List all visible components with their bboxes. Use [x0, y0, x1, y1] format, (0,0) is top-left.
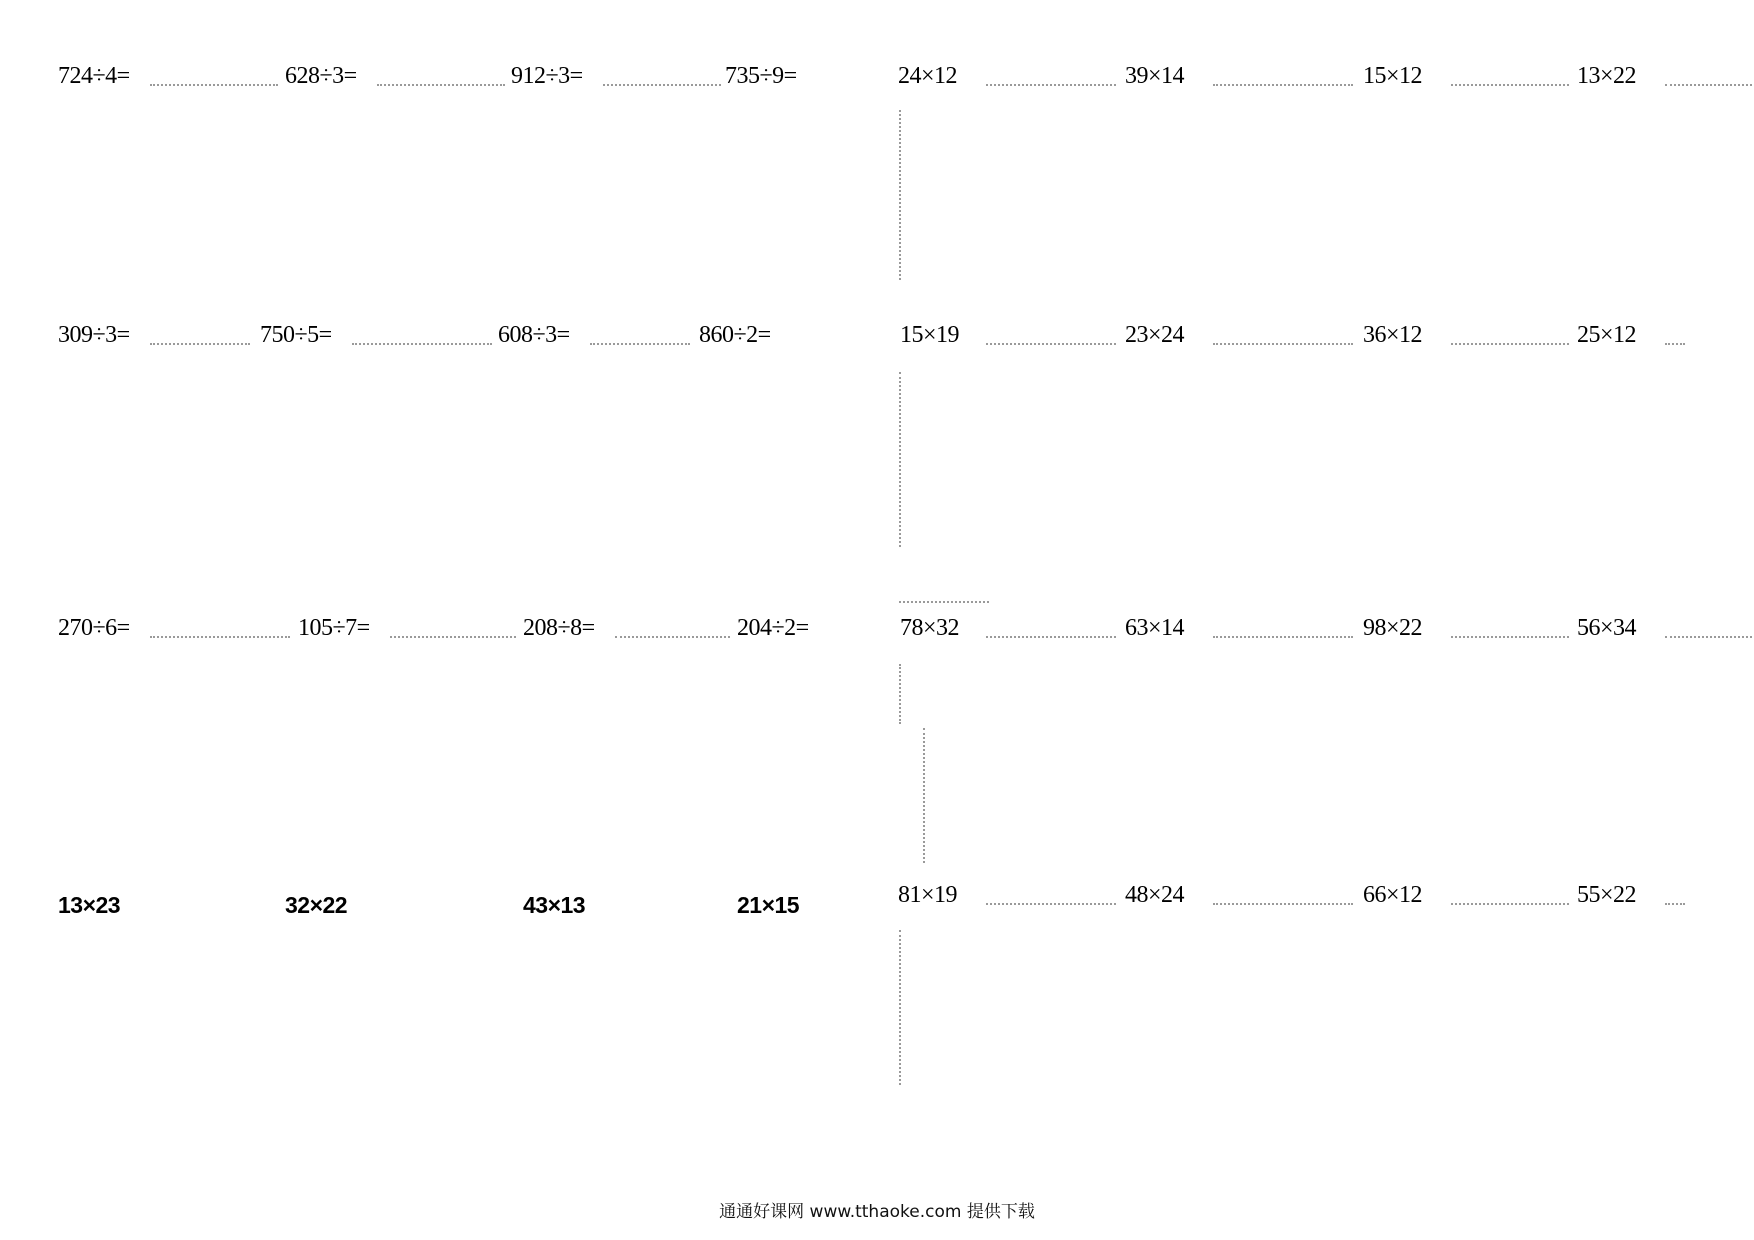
multiplication-problem: 43×13	[523, 892, 586, 918]
answer-dotted-line	[1213, 903, 1353, 905]
vertical-dotted-line	[899, 930, 901, 1085]
answer-dotted-line	[377, 84, 505, 86]
multiplication-problem: 81×19	[898, 882, 958, 908]
vertical-dotted-line	[899, 664, 901, 724]
division-problem: 628÷3=	[285, 63, 357, 89]
multiplication-problem: 15×19	[900, 322, 960, 348]
multiplication-problem: 39×14	[1125, 63, 1185, 89]
multiplication-problem: 56×34	[1577, 615, 1637, 641]
answer-dotted-line	[150, 343, 250, 345]
vertical-dotted-line	[923, 728, 925, 863]
division-problem: 208÷8=	[523, 615, 595, 641]
answer-dotted-line	[1665, 903, 1685, 905]
answer-dotted-line	[1665, 343, 1685, 345]
multiplication-problem: 55×22	[1577, 882, 1637, 908]
answer-dotted-line	[899, 601, 989, 603]
answer-dotted-line	[1213, 636, 1353, 638]
division-problem: 105÷7=	[298, 615, 370, 641]
multiplication-problem: 48×24	[1125, 882, 1185, 908]
multiplication-problem: 32×22	[285, 892, 348, 918]
answer-dotted-line	[603, 84, 721, 86]
answer-dotted-line	[986, 343, 1116, 345]
answer-dotted-line	[1451, 636, 1569, 638]
answer-dotted-line	[1213, 84, 1353, 86]
footer-source-text: 通通好课网 www.tthaoke.com 提供下载	[719, 1202, 1035, 1222]
answer-dotted-line	[1451, 343, 1569, 345]
division-problem: 270÷6=	[58, 615, 130, 641]
answer-dotted-line	[1451, 84, 1569, 86]
answer-dotted-line	[1213, 343, 1353, 345]
division-problem: 608÷3=	[498, 322, 570, 348]
division-problem: 309÷3=	[58, 322, 130, 348]
multiplication-problem: 23×24	[1125, 322, 1185, 348]
multiplication-problem: 63×14	[1125, 615, 1185, 641]
multiplication-problem: 15×12	[1363, 63, 1423, 89]
division-problem: 860÷2=	[699, 322, 771, 348]
multiplication-problem: 21×15	[737, 892, 800, 918]
answer-dotted-line	[590, 343, 690, 345]
multiplication-problem: 66×12	[1363, 882, 1423, 908]
multiplication-problem: 25×12	[1577, 322, 1637, 348]
division-problem: 735÷9=	[725, 63, 797, 89]
multiplication-problem: 98×22	[1363, 615, 1423, 641]
answer-dotted-line	[986, 903, 1116, 905]
multiplication-problem: 13×23	[58, 892, 121, 918]
answer-dotted-line	[150, 84, 278, 86]
division-problem: 204÷2=	[737, 615, 809, 641]
division-problem: 912÷3=	[511, 63, 583, 89]
answer-dotted-line	[1665, 636, 1752, 638]
multiplication-problem: 13×22	[1577, 63, 1637, 89]
answer-dotted-line	[615, 636, 730, 638]
answer-dotted-line	[352, 343, 492, 345]
answer-dotted-line	[150, 636, 290, 638]
vertical-dotted-line	[899, 372, 901, 547]
answer-dotted-line	[1665, 84, 1752, 86]
answer-dotted-line	[390, 636, 516, 638]
multiplication-problem: 36×12	[1363, 322, 1423, 348]
division-problem: 724÷4=	[58, 63, 130, 89]
vertical-dotted-line	[899, 110, 901, 280]
division-problem: 750÷5=	[260, 322, 332, 348]
multiplication-problem: 78×32	[900, 615, 960, 641]
answer-dotted-line	[986, 636, 1116, 638]
multiplication-problem: 24×12	[898, 63, 958, 89]
answer-dotted-line	[1451, 903, 1569, 905]
answer-dotted-line	[986, 84, 1116, 86]
